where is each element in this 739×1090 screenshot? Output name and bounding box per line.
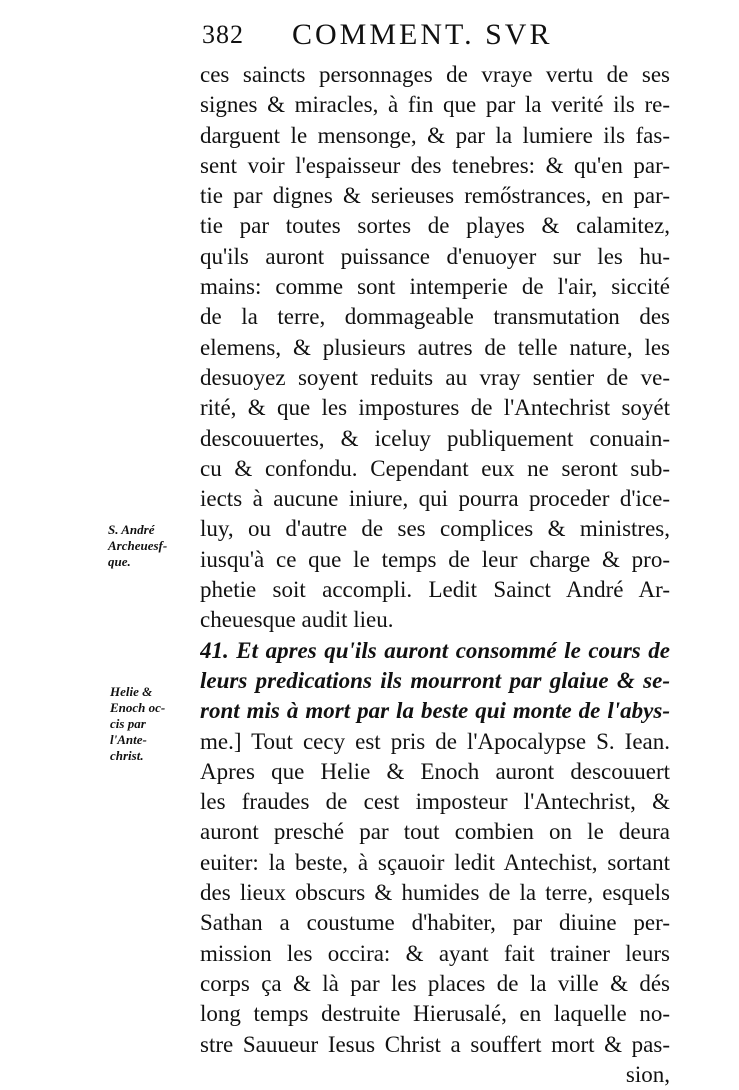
margin-note-line: S. André <box>108 522 155 537</box>
verse-line: leurs predications ils mourront par glaiue & se- <box>200 667 670 693</box>
text-line: mains: comme sont intemperie de l'air, siccité <box>200 274 670 300</box>
text-line: desuoyez soyent reduits au vray sentier de ve- <box>200 364 670 390</box>
text-line: signes & miracles, à fin que par la verité ils re- <box>200 92 670 118</box>
text-line: stre Sauueur Iesus Christ a souffert mort & pas- <box>200 1031 670 1057</box>
text-line: tie par dignes & serieuses remőstrances, en par- <box>200 183 670 209</box>
text-line: me.] Tout cecy est pris de l'Apocalypse S. Iean. <box>200 728 670 754</box>
text-line: iects à aucune iniure, qui pourra proceder d'ice- <box>200 486 670 512</box>
text-line: elemens, & plusieurs autres de telle nature, les <box>200 334 670 360</box>
body-text <box>200 60 670 1090</box>
text-line: sent voir l'espaisseur des tenebres: & qu'en par- <box>200 152 670 178</box>
page-number: 382 <box>202 20 244 49</box>
text-line: les fraudes de cest imposteur l'Antechrist, & <box>200 789 670 815</box>
verse-line: 41. Et apres qu'ils auront consommé le cours de <box>200 637 670 663</box>
margin-note-line: cis par <box>110 716 146 731</box>
page-header <box>190 14 670 54</box>
text-line: qu'ils auront puissance d'enuoyer sur les hu- <box>200 243 670 269</box>
margin-note-line: Helie & <box>110 684 153 699</box>
text-line: luy, ou d'autre de ses complices & ministres, <box>200 516 670 542</box>
margin-note-helie-enoch <box>110 684 194 764</box>
text-line: tie par toutes sortes de playes & calamitez, <box>200 213 670 239</box>
text-line: phetie soit accompli. Ledit Sainct André Ar- <box>200 577 670 603</box>
verse-line: ront mis à mort par la beste qui monte de l'abys- <box>200 698 670 724</box>
margin-note-line: christ. <box>110 748 144 763</box>
margin-note-andre <box>108 522 198 570</box>
text-line: ces saincts personnages de vraye vertu de ses <box>200 62 670 87</box>
text-line: long temps destruite Hierusalé, en laquelle no- <box>200 1001 670 1027</box>
margin-note-line: l'Ante- <box>110 732 147 747</box>
text-line: auront presché par tout combien on le deura <box>200 819 670 845</box>
text-line: mission les occira: & ayant fait trainer leurs <box>200 940 670 966</box>
text-line: iusqu'à ce que le temps de leur charge & pro- <box>200 546 670 572</box>
margin-note-line: Enoch oc- <box>110 700 166 715</box>
text-line: darguent le mensonge, & par la lumiere ils fas- <box>200 122 670 148</box>
text-line: cheuesque audit lieu. <box>200 607 394 633</box>
margin-note-line: Archeuesf- <box>108 538 168 553</box>
text-line: descouuertes, & iceluy publiquement conuain- <box>200 425 670 451</box>
text-line: rité, & que les impostures de l'Antechrist soyét <box>200 395 670 421</box>
text-line: cu & confondu. Cependant eux ne seront sub- <box>200 455 670 481</box>
running-title: COMMENT. SVR <box>292 18 553 51</box>
text-line: corps ça & là par les places de la ville & dés <box>200 970 670 996</box>
text-line: Apres que Helie & Enoch auront descouuert <box>200 758 670 784</box>
text-line: Sathan a coustume d'habiter, par diuine per- <box>200 910 670 936</box>
text-line: des lieux obscurs & humides de la terre, esquels <box>200 880 670 906</box>
margin-note-line: que. <box>108 554 131 569</box>
text-line: euiter: la beste, à sçauoir ledit Antechist, sortant <box>200 849 670 875</box>
catchword: sion, <box>625 1061 670 1087</box>
text-line: de la terre, dommageable transmutation des <box>200 304 670 330</box>
